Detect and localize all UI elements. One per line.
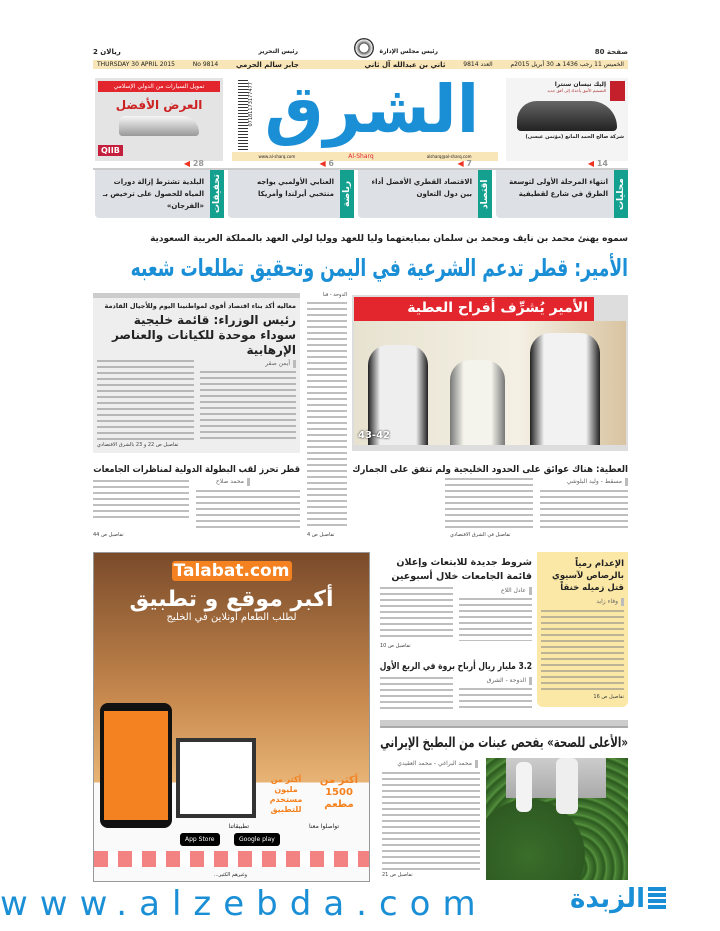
header-top (93, 48, 628, 58)
byline: محمد صلاح (216, 478, 250, 486)
talabat-logo: Talabat.com (172, 561, 292, 581)
execution-headline: الإعدام رمياً بالرصاص لآسيوي قتل زميله خنقاً (552, 559, 624, 593)
photo-story[interactable] (352, 295, 628, 451)
logo: الشرق (264, 71, 480, 148)
section-tag: اقتصاد (478, 170, 492, 218)
section-tag: محليات (614, 170, 628, 218)
chairman-title: رئيس مجلس الإدارة (379, 48, 438, 55)
byline: أيمن صقر (200, 360, 297, 368)
page-ref: 7 ◀ (457, 158, 472, 170)
watermark-url: www.alzebda.com (0, 884, 488, 924)
more-link[interactable]: تفاصيل في الشرق الاقتصادي (450, 532, 511, 538)
stat-restaurants: أكثر من 1500 مطعم (319, 775, 359, 810)
price: ريالان 2 (93, 48, 121, 56)
teaser-local[interactable] (496, 159, 628, 218)
page-count: صفحة 80 (594, 48, 628, 56)
more-link[interactable]: تفاصيل ص 16 (593, 694, 624, 700)
uni-headline: شروط جديدة للابتعاث وإعلان قائمة الجامعات خلال أسبوعين (391, 557, 532, 582)
ad-nissan[interactable] (506, 78, 628, 161)
qiib-logo: QIIB (98, 145, 123, 156)
ad-talabat[interactable] (93, 552, 370, 882)
lead-headline[interactable]: الأمير: قطر تدعم الشرعية في اليمن وتحقيق تطلعات شعبه (130, 254, 628, 282)
barcode (238, 80, 248, 150)
byline: محمد البراغي - محمد العقيدي (397, 760, 478, 768)
byline: عادل اللاع (459, 587, 532, 595)
car-image (119, 116, 199, 136)
editor-title: رئيس التحرير (258, 48, 298, 55)
dateline: الدوحة - قنا (322, 292, 347, 298)
restaurant-logos (94, 851, 369, 867)
more-link[interactable]: تفاصيل ص 21 (382, 872, 413, 878)
execution-story[interactable] (537, 552, 628, 707)
masthead (232, 71, 498, 161)
barwa-headline: 3.2 مليار ريال أرباح بروة في الربع الأول (379, 661, 532, 672)
teaser-text: انتهاء المرحلة الأولى لتوسعة الطرق في شارع لقطيفية (509, 178, 608, 198)
page-ref: 6 ◀ (319, 158, 334, 170)
teaser-sports[interactable] (228, 159, 354, 218)
page-ref: 14 ◀ (588, 158, 608, 170)
barwa-story[interactable] (380, 660, 532, 710)
watermark-logo (570, 884, 666, 914)
app-store-badge[interactable]: App Store (180, 833, 220, 846)
ad-qiib-title: تمويل السيارات من الدولي الإسلامي (98, 81, 220, 92)
byline: الدوحة - الشرق (459, 677, 532, 685)
health-headline[interactable]: «الأعلى للصحة» يفحص عينات من البطيخ الإيراني (380, 735, 628, 751)
teaser-text: البلدية تشترط إزالة دورات المياه للحصول على ترخيص بـ «الفرجان» (102, 178, 204, 210)
follow-label: تواصلوا معنا (309, 823, 339, 830)
more-link[interactable]: تفاصيل ص 22 و 23 بالشرق الاقتصادي (97, 442, 179, 448)
ad-nissan-subtitle: التصميم الأنيق يأخذك إلى أفق جديد (547, 88, 606, 93)
ad-nissan-title: إليك نيسان سنترا (554, 81, 606, 88)
photo-banner: الأمير يُشرِّف أفراح العطية (354, 297, 594, 321)
header-bar (93, 60, 628, 69)
debate-headline[interactable]: قطر تحرز لقب البطولة الدولية لمناظرات الجامعات (93, 464, 300, 475)
email: alsharq@al-sharq.com (426, 154, 472, 159)
section-tag: رياضة (340, 170, 354, 218)
logo-en: Al-Sharq (348, 153, 374, 160)
editor-name: جابر سالم الحرمي (235, 60, 299, 69)
pm-kicker: معاليه أكد بناء اقتصاد أقوى لمواطنينا اليوم وللأجيال القادمة (104, 302, 296, 310)
teaser-text: الاقتصاد القطري الأفضل أداء بين دول التعاون (371, 178, 472, 198)
stat-users: أكثر من مليون مستخدم للتطبيق (269, 775, 303, 814)
teaser-economy[interactable] (358, 159, 492, 218)
ad-qiib[interactable] (95, 78, 223, 161)
section-tag: تحقيقات (210, 170, 224, 218)
attiyah-headline[interactable]: العطية: هناك عوائق على الحدود الخليجية ولم تتفق على الجمارك (352, 464, 628, 475)
laptop-image (176, 738, 256, 818)
nissan-logo (610, 81, 625, 101)
site-url: www.al-sharq.com (258, 154, 296, 159)
pm-story[interactable] (93, 293, 300, 453)
page-ref: 28 ◀ (184, 158, 204, 170)
uni-story[interactable] (380, 556, 532, 650)
byline: مسقط - وليد البلوشي (567, 478, 628, 486)
apps-label: تطبيقاتنا (228, 823, 249, 830)
chairman-name: ثاني بن عبدالله آل ثاني (364, 60, 446, 69)
teaser-investigations[interactable] (95, 159, 224, 218)
lead-kicker: سموه يهنئ محمد بن نايف ومحمد بن سلمان بمبايعتهما وليا للعهد ووليا لولي العهد بالمملكة العربية السعودية (150, 234, 628, 244)
google-play-badge[interactable]: Google play (234, 833, 280, 846)
zebda-logo: الزبدة (570, 884, 645, 914)
others-label: وغيرهم الكثير... (214, 872, 248, 878)
watermelon-photo (486, 758, 628, 880)
date-ar: الخميس 11 رجب 1436 هـ 30 أبريل 2015م (510, 61, 624, 68)
barcode-number: 07181173177477 (248, 82, 254, 127)
more-link[interactable]: تفاصيل ص 10 (380, 643, 411, 649)
page-ref: 43-42 (358, 430, 390, 441)
more-link[interactable]: تفاصيل ص 4 (307, 532, 335, 538)
more-link[interactable]: تفاصيل ص 44 (93, 532, 124, 538)
ad-nissan-dealer: شركة صالح الحمد المانع (مؤتمن عيسى) (525, 134, 624, 140)
issue-ar: العدد 9814 (463, 61, 493, 68)
issue-en: No 9814 (192, 61, 219, 68)
teaser-text: العنابي الأولمبي يواجه منتخبي أيرلندا وأمريكا (257, 178, 334, 198)
byline: وفاء زايد (541, 598, 624, 606)
ad-headline: أكبر موقع و تطبيق (129, 587, 334, 612)
pm-headline: رئيس الوزراء: قائمة خليجية سوداء موحدة للكيانات والعناصر الإرهابية (111, 313, 296, 357)
phone-image (100, 703, 172, 828)
ad-subline: لطلب الطعام أونلاين في الخليج (166, 612, 297, 623)
ad-qiib-offer: العرض الأفضل (115, 98, 203, 112)
date-en: THURSDAY 30 APRIL 2015 (97, 61, 175, 68)
menu-icon (648, 887, 666, 911)
photo-image (354, 321, 626, 445)
car-image (517, 101, 617, 131)
